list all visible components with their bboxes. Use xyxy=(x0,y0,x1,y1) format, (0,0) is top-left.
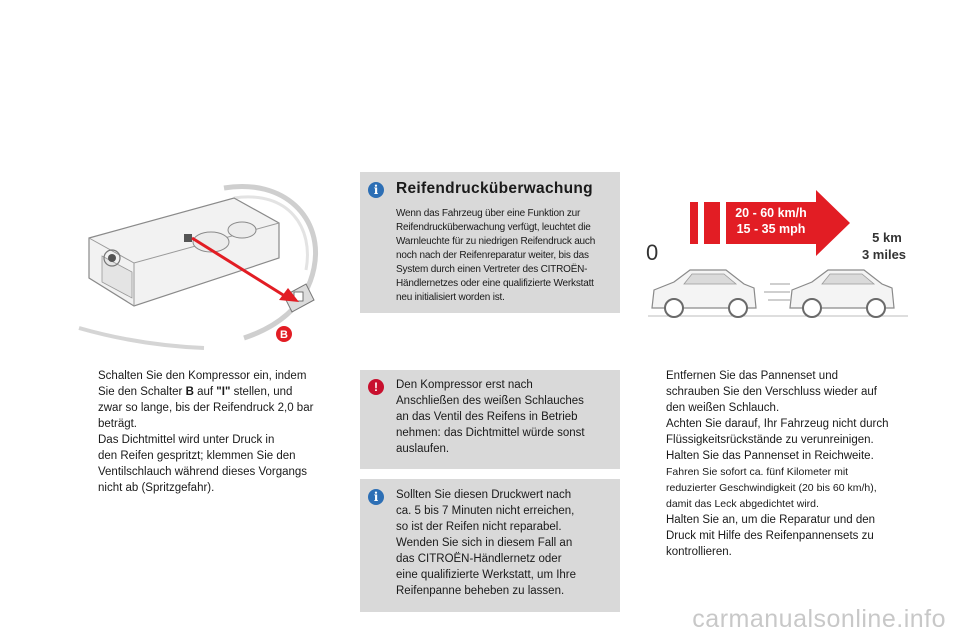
bullet-item xyxy=(72,368,342,496)
info-line: neu initialisiert worden ist. xyxy=(396,292,505,303)
compressor-illustration xyxy=(74,178,336,352)
info-line: Reifendrucküberwachung verfügt, leuchtet die xyxy=(396,222,591,233)
warning-line: nehmen: das Dichtmittel würde sonst xyxy=(396,427,585,439)
switch-b-label: B xyxy=(280,329,288,341)
note-line: ca. 5 bis 7 Minuten nicht erreichen, xyxy=(396,505,575,517)
start-zero-label: 0 xyxy=(646,240,659,265)
text-line: Schalten Sie den Kompressor ein, indem xyxy=(98,370,307,382)
pressure-not-reached-box xyxy=(360,479,620,612)
text-line: Das Dichtmittel wird unter Druck in xyxy=(98,434,275,446)
note-line: so ist der Reifen nicht reparabel. xyxy=(396,521,562,533)
warning-box xyxy=(360,370,620,469)
note-line: das CITROËN-Händlernetz oder xyxy=(396,553,562,565)
text-line: schrauben Sie den Verschluss wieder auf xyxy=(666,386,877,398)
switch-position-ref: "I" xyxy=(216,386,231,398)
note-line: Reifenpanne beheben zu lassen. xyxy=(396,585,565,597)
info-line: Warnleuchte für zu niedrigen Reifendruck auch xyxy=(396,236,596,247)
text-line: den weißen Schlauch. xyxy=(666,402,780,414)
note-text xyxy=(396,487,616,599)
warning-line: Den Kompressor erst nach xyxy=(396,379,533,391)
text-line: beträgt. xyxy=(98,418,137,430)
bullet-item xyxy=(640,464,910,512)
warning-line: auslaufen. xyxy=(396,443,450,455)
info-box-body xyxy=(396,207,618,305)
info-line: System durch einen Vertreter des CITROËN- xyxy=(396,264,588,275)
warning-icon: ! xyxy=(368,379,384,395)
speed-kmh-label: 20 - 60 km/h xyxy=(735,206,807,220)
note-line: Sollten Sie diesen Druckwert nach xyxy=(396,489,572,501)
warning-text xyxy=(396,377,616,457)
after-repair-instructions xyxy=(640,368,910,560)
bullet-item xyxy=(640,368,910,464)
tire-pressure-info-box xyxy=(360,172,620,313)
text-line: den Reifen gespritzt; klemmen Sie den xyxy=(98,450,296,462)
text-line: kontrollieren. xyxy=(666,546,732,558)
note-line: eine qualifizierte Werkstatt, um Ihre xyxy=(396,569,577,581)
text-line: Entfernen Sie das Pannenset und xyxy=(666,370,838,382)
text-line: reduzierter Geschwindigkeit (20 bis 60 km/h), xyxy=(666,482,877,494)
warning-line: Anschließen des weißen Schlauches xyxy=(396,395,584,407)
bullet-item xyxy=(640,512,910,560)
warning-line: an das Ventil des Reifens in Betrieb xyxy=(396,411,578,423)
info-icon: i xyxy=(368,182,384,198)
speed-mph-label: 15 - 35 mph xyxy=(736,222,806,236)
info-box-title: Reifendrucküberwachung xyxy=(396,180,593,197)
text-line: Druck mit Hilfe des Reifenpannensets zu xyxy=(666,530,874,542)
text-line: zwar so lange, bis der Reifendruck 2,0 bar xyxy=(98,402,314,414)
info-line: Wenn das Fahrzeug über eine Funktion zur xyxy=(396,208,581,219)
text-line: Fahren Sie sofort ca. fünf Kilometer mit xyxy=(666,466,849,478)
note-line: Wenden Sie sich in diesem Fall an xyxy=(396,537,573,549)
text-line: Flüssigkeitsrückstände zu verunreinigen. xyxy=(666,434,874,446)
watermark: carmanualsonline.info xyxy=(692,605,946,633)
info-line: Händlernetzes oder eine qualifizierte Werkstatt xyxy=(396,278,594,289)
text-line: Achten Sie darauf, Ihr Fahrzeug nicht durch xyxy=(666,418,889,430)
distance-miles-label: 3 miles xyxy=(861,247,907,262)
switch-b-ref: B xyxy=(185,386,194,398)
text-line: nicht ab (Spritzgefahr). xyxy=(98,482,215,494)
text-line: Sie den Schalter B auf "I" stellen, und xyxy=(98,386,293,398)
info-icon: i xyxy=(368,489,384,505)
text-line: damit das Leck abgedichtet wird. xyxy=(666,498,819,510)
text-line: Halten Sie an, um die Reparatur und den xyxy=(666,514,876,526)
text-line: Ventilschlauch während dieses Vorgangs xyxy=(98,466,308,478)
text-line: Halten Sie das Pannenset in Reichweite. xyxy=(666,450,874,462)
compressor-instructions xyxy=(72,368,342,496)
distance-km-label: 5 km xyxy=(872,230,902,245)
info-line: noch nach der Reifenreparatur weiter, bis das xyxy=(396,250,589,261)
